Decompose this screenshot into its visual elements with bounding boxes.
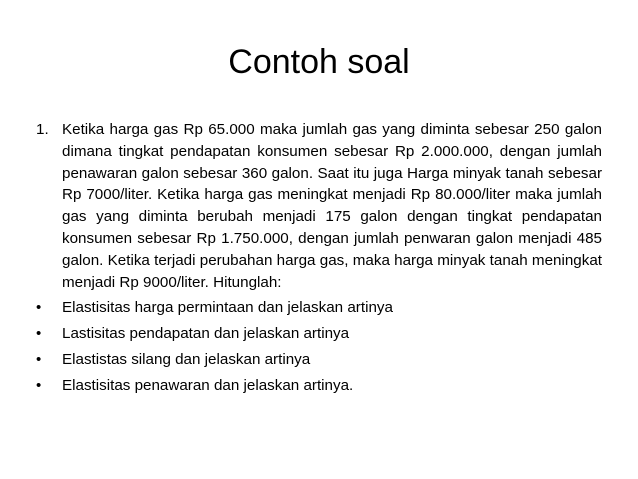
bullet-icon: • bbox=[36, 325, 42, 343]
question-list bbox=[36, 297, 602, 396]
problem-text: Ketika harga gas Rp 65.000 maka jumlah gas yang diminta sebesar 250 galon dimana tingkat pendapatan konsumen sebesar Rp 2.000.000, dengan jumlah penawaran galon sebesar 360 galon. Saat itu juga Harga minyak tanah sebesar Rp 7000/liter. Ketika harga gas meningkat menjadi Rp 80.000/liter maka jumlah gas yang diminta berubah menjadi 175 galon dengan tingkat pendapatan konsumen sebesar Rp 1.750.000, dengan jumlah penwaran galon menjadi 485 galon. Ketika terjadi perubahan harga gas, maka harga minyak tanah meningkat menjadi Rp 9000/liter. Hitunglah: bbox=[62, 121, 602, 291]
list-item bbox=[36, 323, 602, 345]
problem-paragraph bbox=[36, 119, 602, 293]
bullet-icon: • bbox=[36, 376, 42, 394]
slide-title: Contoh soal bbox=[228, 43, 410, 81]
problem-number: 1. bbox=[36, 121, 49, 138]
list-item bbox=[36, 375, 602, 397]
list-item-text: Elastisitas penawaran dan jelaskan artinya. bbox=[62, 376, 354, 394]
slide-body bbox=[36, 119, 602, 401]
list-item bbox=[36, 297, 602, 319]
bullet-icon: • bbox=[36, 299, 42, 317]
list-item-text: Elastistas silang dan jelaskan artinya bbox=[62, 350, 311, 368]
list-item bbox=[36, 349, 602, 371]
list-item-text: Elastisitas harga permintaan dan jelaskan artinya bbox=[62, 299, 393, 317]
list-item-text: Lastisitas pendapatan dan jelaskan artinya bbox=[62, 325, 350, 343]
bullet-icon: • bbox=[36, 350, 42, 368]
